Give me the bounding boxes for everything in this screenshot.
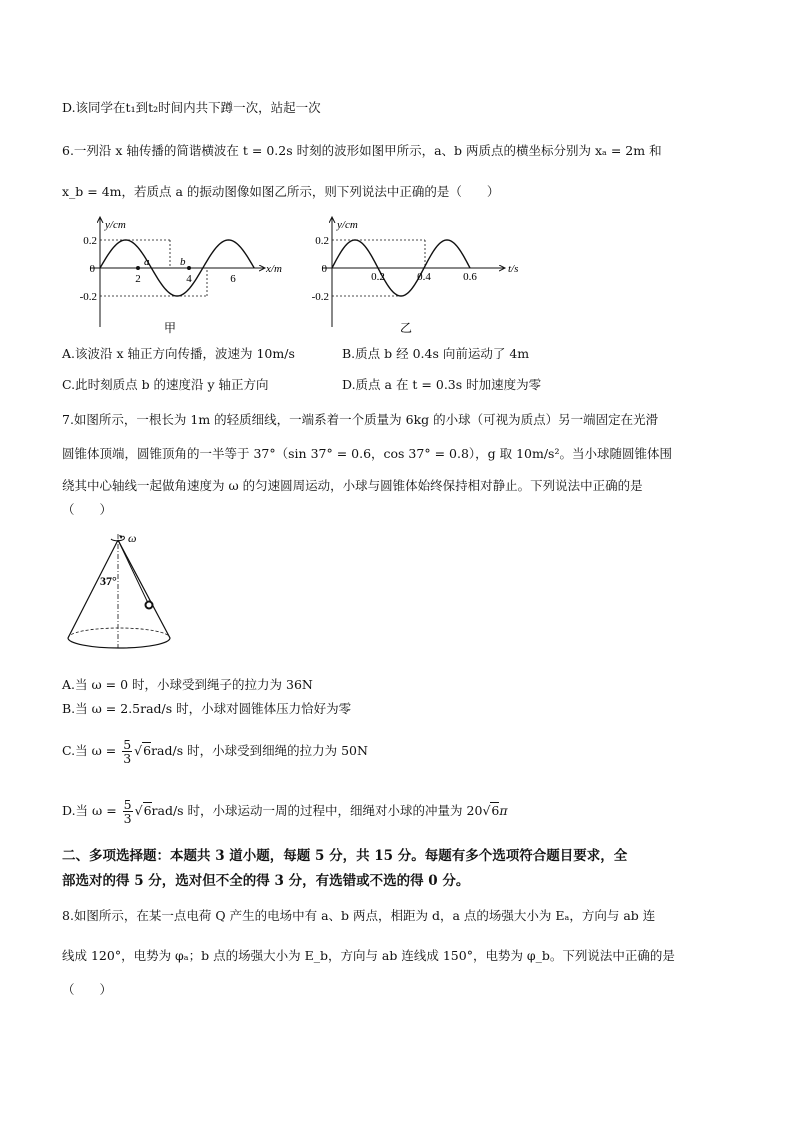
q6-stem-line2: x_b = 4m，若质点 a 的振动图像如图乙所示，则下列说法中正确的是（ ） — [62, 184, 500, 199]
q6-graph-a — [80, 212, 300, 337]
q7-cone-figure — [60, 530, 180, 670]
graph-a-label-b: b — [180, 256, 186, 268]
graph-a-point-a — [136, 266, 140, 270]
q7-stem-line1: 7.如图所示，一根长为 1m 的轻质细线，一端系着一个质量为 6kg 的小球（可视为质点）另一端固定在光滑 — [62, 412, 659, 427]
q5-option-d: D.该同学在t₁到t₂时间内共下蹲一次，站起一次 — [62, 100, 321, 115]
graph-a-xtick: 2 — [135, 273, 141, 285]
graph-b-xtick: 0.2 — [371, 271, 385, 283]
graph-a-xtick: 6 — [230, 273, 236, 285]
q6-option-b: B.质点 b 经 0.4s 向前运动了 4m — [342, 346, 530, 361]
graph-a-xlabel: x/m — [266, 263, 282, 275]
graph-b-ytick: 0 — [321, 263, 327, 275]
cone-base-front — [68, 638, 170, 648]
angle-label: 37° — [100, 574, 117, 588]
q7-stem-line4: （ ） — [62, 502, 113, 517]
q8-stem-line2: 线成 120°，电势为 φₐ；b 点的场强大小为 E_b，方向与 ab 连线成 150°，电势为 φ_b。下列说法中正确的是 — [62, 948, 675, 963]
q7-option-b: B.当 ω = 2.5rad/s 时，小球对圆锥体压力恰好为零 — [62, 701, 352, 716]
graph-b-ytick: -0.2 — [311, 291, 329, 303]
graph-a-ylabel: y/cm — [105, 219, 126, 231]
graph-a-caption: 甲 — [163, 321, 177, 335]
graph-b-xlabel: t/s — [508, 263, 519, 275]
q6-option-a: A.该波沿 x 轴正方向传播，波速为 10m/s — [62, 346, 295, 361]
omega-label: ω — [128, 531, 137, 545]
graph-a-ytick: 0.2 — [83, 235, 97, 247]
section2-heading-line1: 二、多项选择题：本题共 3 道小题，每题 5 分，共 15 分。每题有多个选项符合题目要求，全 — [62, 848, 628, 864]
q7-option-a: A.当 ω = 0 时，小球受到绳子的拉力为 36N — [62, 677, 313, 692]
graph-b-xtick: 0.6 — [463, 271, 477, 283]
ball — [146, 602, 153, 609]
q6-option-d: D.质点 a 在 t = 0.3s 时加速度为零 — [342, 377, 542, 392]
graph-b-ylabel: y/cm — [337, 219, 358, 231]
q8-stem-line3: （ ） — [62, 982, 113, 997]
graph-a-label-a: a — [144, 256, 150, 268]
graph-a-xtick: 4 — [186, 273, 192, 285]
graph-b-xtick: 0.4 — [417, 271, 431, 283]
cone-right-edge — [118, 540, 170, 638]
graph-a-point-b — [187, 266, 191, 270]
q7-option-c: C.当 ω = $\frac{5}{3}$ √6rad/s 时，小球受到细绳的拉力为 50N — [62, 737, 368, 766]
q7-stem-line3: 绕其中心轴线一起做角速度为 ω 的匀速圆周运动，小球与圆锥体始终保持相对静止。下列说法中正确的是 — [62, 478, 643, 493]
section2-heading-line2: 部选对的得 5 分，选对但不全的得 3 分，有选错或不选的得 0 分。 — [62, 873, 470, 889]
cone-base-back — [68, 628, 170, 638]
q7-option-d: D.当 ω = $\frac{5}{3}$ √6rad/s 时，小球运动一周的过程中，细绳对小球的冲量为 20√6π — [62, 797, 508, 826]
graph-a-ytick: -0.2 — [80, 291, 97, 303]
graph-a-ytick: 0 — [89, 263, 95, 275]
graph-b-caption: 乙 — [399, 321, 413, 335]
q8-stem-line1: 8.如图所示，在某一点电荷 Q 产生的电场中有 a、b 两点，相距为 d，a 点的场强大小为 Eₐ，方向与 ab 连 — [62, 908, 656, 923]
q6-stem-line1: 6.一列沿 x 轴传播的简谐横波在 t = 0.2s 时刻的波形如图甲所示，a、b 两质点的横坐标分别为 xₐ = 2m 和 — [62, 143, 662, 158]
cone-left-edge — [68, 540, 118, 638]
q6-option-c: C.此时刻质点 b 的速度沿 y 轴正方向 — [62, 377, 269, 392]
string — [118, 540, 148, 603]
q7-stem-line2: 圆锥体顶端，圆锥顶角的一半等于 37°（sin 37° = 0.6，cos 37° = 0.8），g 取 10m/s²。当小球随圆锥体围 — [62, 446, 672, 461]
graph-b-ytick: 0.2 — [315, 235, 329, 247]
q6-graph-b — [310, 212, 530, 337]
